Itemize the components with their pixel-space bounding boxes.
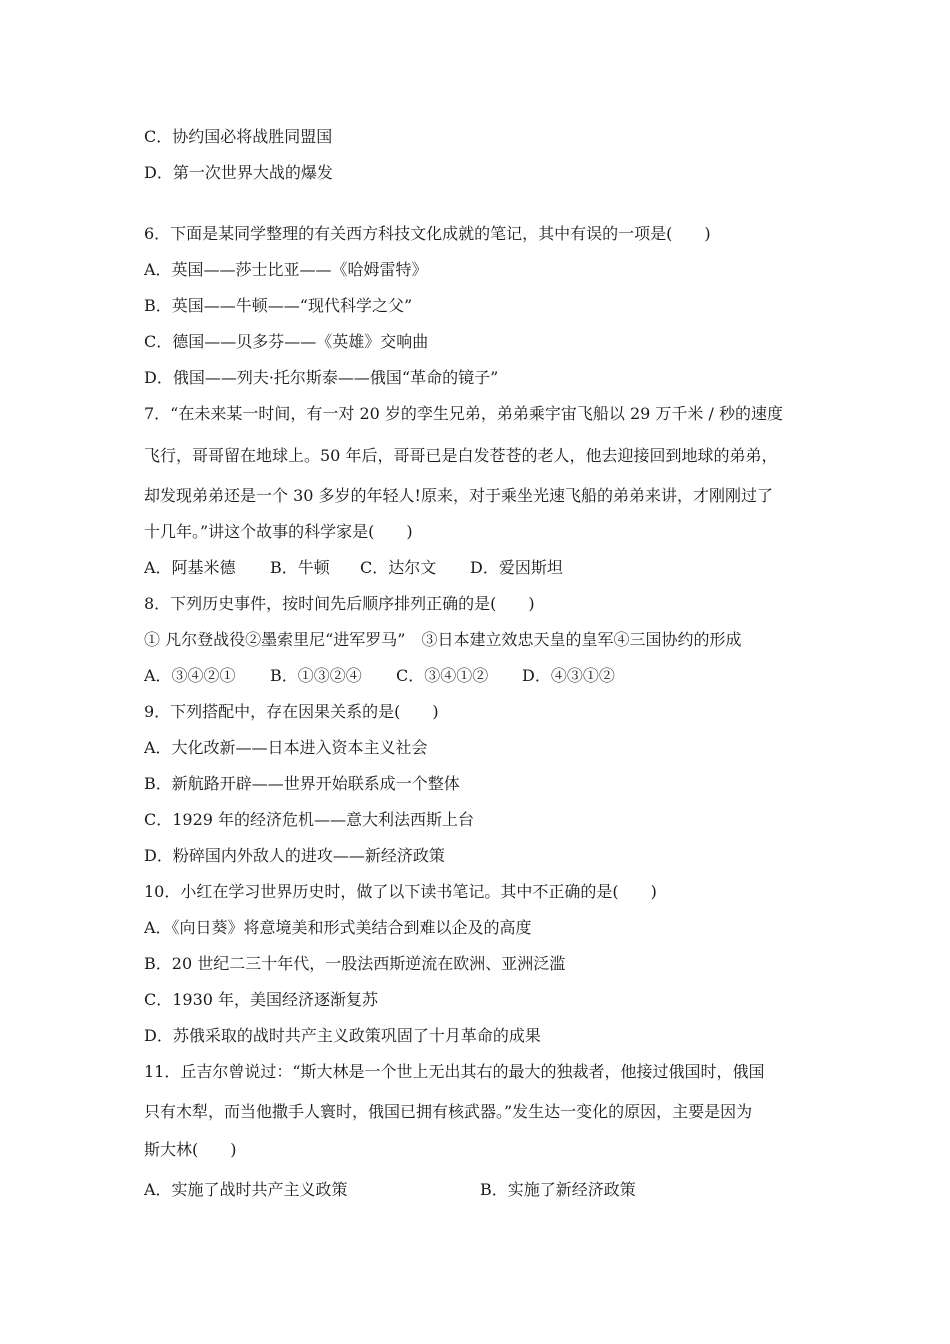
question-7: 7．“在未来某一时间，有一对 20 岁的孪生兄弟，弟弟乘宇宙飞船以 29 万千米 / 秒的速度 — [144, 404, 783, 423]
question-7-text: 却发现弟弟还是一个 30 多岁的年轻人!原来，对于乘坐光速飞船的弟弟来讲，才刚刚过了 — [144, 486, 773, 505]
question-11-options — [144, 1180, 636, 1260]
option-a: A．《向日葵》将意境美和形式美结合到难以企及的高度 — [144, 918, 532, 937]
option-d: D．第一次世界大战的爆发 — [144, 163, 333, 182]
question-11: 11．丘吉尔曾说过：“斯大林是一个世上无出其右的最大的独裁者，他接过俄国时，俄国 — [144, 1062, 765, 1081]
option: A．阿基米德 — [144, 558, 236, 577]
question-11-text: 只有木犁，而当他撒手人寰时，俄国已拥有核武器。”发生达一变化的原因，主要是因为 — [144, 1102, 753, 1121]
option-c: C．德国——贝多芬——《英雄》交响曲 — [144, 332, 429, 351]
option-d: D．苏俄采取的战时共产主义政策巩固了十月革命的成果 — [144, 1026, 541, 1045]
option: A．③④②① — [144, 666, 236, 685]
option: C．达尔文 — [360, 558, 437, 577]
question-9: 9．下列搭配中，存在因果关系的是( ) — [144, 702, 439, 721]
option-c: C．1929 年的经济危机——意大利法西斯上台 — [144, 810, 475, 829]
question-11-text: 斯大林( ) — [144, 1140, 237, 1159]
option: B．实施了新经济政策 — [480, 1180, 636, 1199]
option-c: C．1930 年，美国经济逐渐复苏 — [144, 990, 379, 1009]
option-d: D．俄国——列夫·托尔斯泰——俄国“革命的镜子” — [144, 368, 499, 387]
option-b: B．英国——牛顿——“现代科学之父” — [144, 296, 413, 315]
option-a: A．大化改新——日本进入资本主义社会 — [144, 738, 428, 757]
option: A．实施了战时共产主义政策 — [144, 1180, 348, 1199]
option: C．③④①② — [396, 666, 489, 685]
option: D．爱因斯坦 — [470, 558, 563, 577]
question-10: 10．小红在学习世界历史时，做了以下读书笔记。其中不正确的是( ) — [144, 882, 657, 901]
option-a: A．英国——莎士比亚——《哈姆雷特》 — [144, 260, 428, 279]
question-8: 8．下列历史事件，按时间先后顺序排列正确的是( ) — [144, 594, 535, 613]
option-b: B．20 世纪二三十年代，一股法西斯逆流在欧洲、亚洲泛滥 — [144, 954, 566, 973]
question-8-events: ① 凡尔登战役②墨索里尼“进军罗马” ③日本建立效忠天皇的皇军④三国协约的形成 — [144, 630, 742, 649]
question-7-text: 飞行，哥哥留在地球上。50 年后，哥哥已是白发苍苍的老人，他去迎接回到地球的弟弟， — [144, 446, 778, 465]
option: B．①③②④ — [270, 666, 362, 685]
option-b: B．新航路开辟——世界开始联系成一个整体 — [144, 774, 460, 793]
option: B．牛顿 — [270, 558, 330, 577]
option: D．④③①② — [522, 666, 615, 685]
option-d: D．粉碎国内外敌人的进攻——新经济政策 — [144, 846, 445, 865]
question-7-text: 十几年。”讲这个故事的科学家是( ) — [144, 522, 413, 541]
question-6: 6．下面是某同学整理的有关西方科技文化成就的笔记，其中有误的一项是( ) — [144, 224, 711, 243]
option-c: C．协约国必将战胜同盟国 — [144, 127, 333, 146]
